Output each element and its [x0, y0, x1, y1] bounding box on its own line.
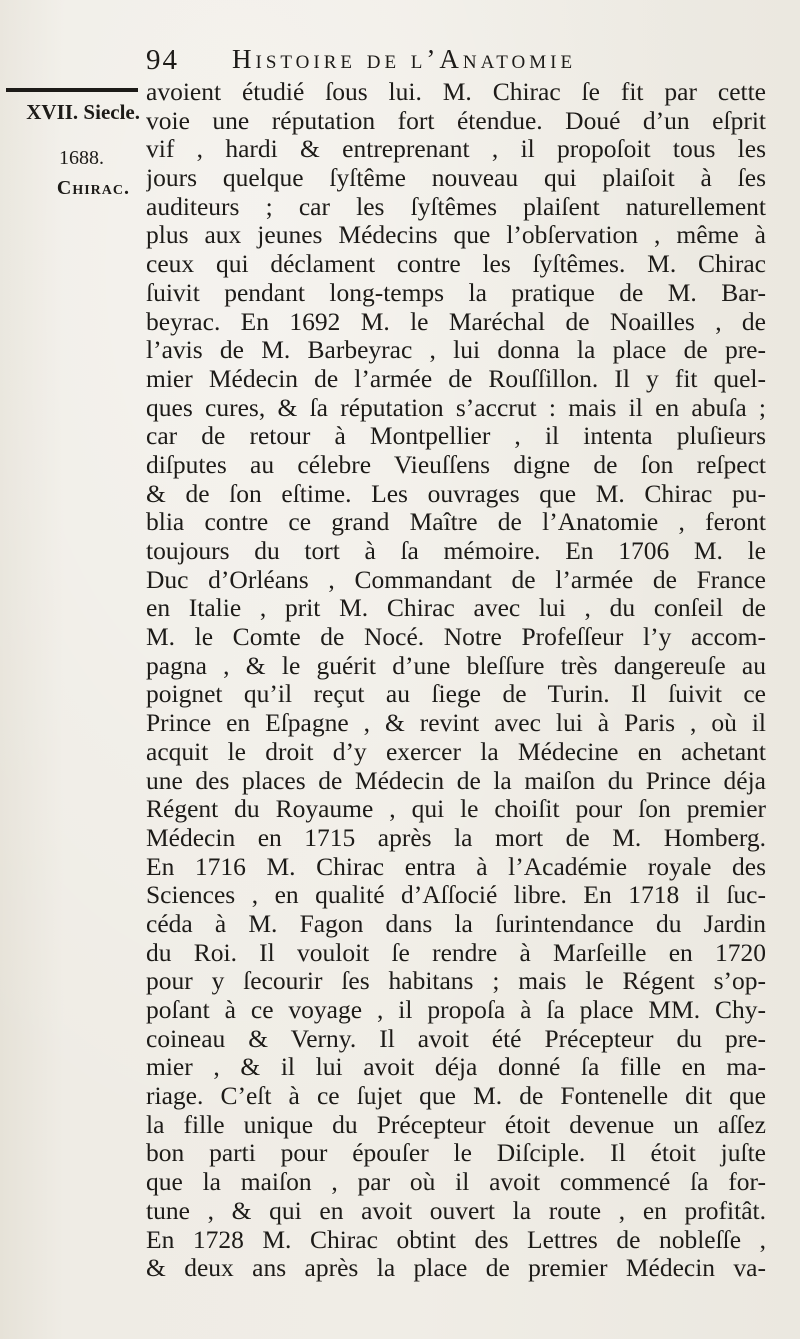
- text-line: & de ſon eſtime. Les ouvrages que M. Chirac pu-: [146, 479, 766, 508]
- text-line: jours quelque ſyſtême nouveau qui plaiſoit à ſes: [146, 164, 766, 193]
- text-line: pour y ſecourir ſes habitans ; mais le Régent s’op-: [146, 967, 766, 996]
- text-line: acquit le droit d’y exercer la Médecine en achetant: [146, 737, 766, 766]
- text-line: mier , & il lui avoit déja donné ſa fille en ma-: [146, 1053, 766, 1082]
- margin-note-name: Chirac.: [56, 177, 130, 199]
- text-line: Sciences , en qualité d’Aſſocié libre. En 1718 il ſuc-: [146, 881, 766, 910]
- text-line: Prince en Eſpagne , & revint avec lui à Paris , où il: [146, 709, 766, 738]
- text-line: voie une réputation fort étendue. Doué d’un eſprit: [146, 106, 766, 135]
- text-line: avoient étudié ſous lui. M. Chirac ſe fit par cette: [146, 78, 766, 106]
- text-line: du Roi. Il vouloit ſe rendre à Marſeille en 1720: [146, 938, 766, 967]
- header-rule: [6, 88, 138, 92]
- text-line: la fille unique du Précepteur étoit devenue un aſſez: [146, 1110, 766, 1139]
- text-line: poignet qu’il reçut au ſiege de Turin. Il ſuivit ce: [146, 680, 766, 709]
- text-line: ſuivit pendant long-temps la pratique de M. Bar-: [146, 278, 766, 307]
- text-line: & deux ans après la place de premier Médecin va-: [146, 1254, 766, 1283]
- text-line: poſant à ce voyage , il propoſa à ſa place MM. Chy-: [146, 996, 766, 1024]
- text-line: que la maiſon , par où il avoit commencé ſa for-: [146, 1168, 766, 1197]
- text-line: Duc d’Orléans , Commandant de l’armée de France: [146, 565, 766, 594]
- margin-note-century: XVII. Siecle.: [26, 100, 140, 124]
- text-line: une des places de Médecin de la maiſon du Prince déja: [146, 766, 766, 795]
- text-line: M. le Comte de Nocé. Notre Profeſſeur l’y accom-: [146, 623, 766, 652]
- text-line: bon parti pour épouſer le Diſciple. Il étoit juſte: [146, 1139, 766, 1168]
- text-line: auditeurs ; car les ſyſtêmes plaiſent naturellement: [146, 192, 766, 221]
- text-line: blia contre ce grand Maître de l’Anatomie , feront: [146, 508, 766, 537]
- text-line: coineau & Verny. Il avoit été Précepteur du pre-: [146, 1024, 766, 1053]
- text-line: pagna , & le guérit d’une bleſſure très dangereuſe au: [146, 651, 766, 680]
- running-head: [146, 40, 706, 80]
- text-line: en Italie , prit M. Chirac avec lui , du conſeil de: [146, 594, 766, 623]
- text-line: beyrac. En 1692 M. le Maréchal de Noailles , de: [146, 307, 766, 336]
- text-line: vif , hardi & entreprenant , il propoſoit tous les: [146, 135, 766, 164]
- text-line: car de retour à Montpellier , il intenta pluſieurs: [146, 422, 766, 451]
- text-line: toujours du tort à ſa mémoire. En 1706 M. le: [146, 537, 766, 565]
- text-line: tune , & qui en avoit ouvert la route , en profitât.: [146, 1196, 766, 1225]
- text-line: Médecin en 1715 après la mort de M. Homberg.: [146, 823, 766, 852]
- body-text: [146, 78, 766, 1283]
- text-line: céda à M. Fagon dans la ſurintendance du Jardin: [146, 909, 766, 938]
- running-title: Histoire de l’Anatomie: [232, 44, 577, 74]
- page-number: 94: [146, 44, 179, 76]
- text-line: plus aux jeunes Médecins que l’obſervation , même à: [146, 221, 766, 250]
- text-line: En 1716 M. Chirac entra à l’Académie royale des: [146, 852, 766, 881]
- text-line: mier Médecin de l’armée de Rouſſillon. Il y fit quel-: [146, 364, 766, 393]
- text-line: riage. C’eſt à ce ſujet que M. de Fontenelle dit que: [146, 1082, 766, 1111]
- text-line: ques cures, & ſa réputation s’accrut : mais il en abuſa ;: [146, 393, 766, 422]
- text-line: ceux qui déclament contre les ſyſtêmes. M. Chirac: [146, 250, 766, 279]
- text-line: l’avis de M. Barbeyrac , lui donna la place de pre-: [146, 336, 766, 365]
- text-line: diſputes au célebre Vieuſſens digne de ſon reſpect: [146, 450, 766, 479]
- text-line: Régent du Royaume , qui le choiſit pour ſon premier: [146, 795, 766, 824]
- margin-note-year: 1688.: [59, 147, 104, 169]
- text-line: En 1728 M. Chirac obtint des Lettres de nobleſſe ,: [146, 1225, 766, 1254]
